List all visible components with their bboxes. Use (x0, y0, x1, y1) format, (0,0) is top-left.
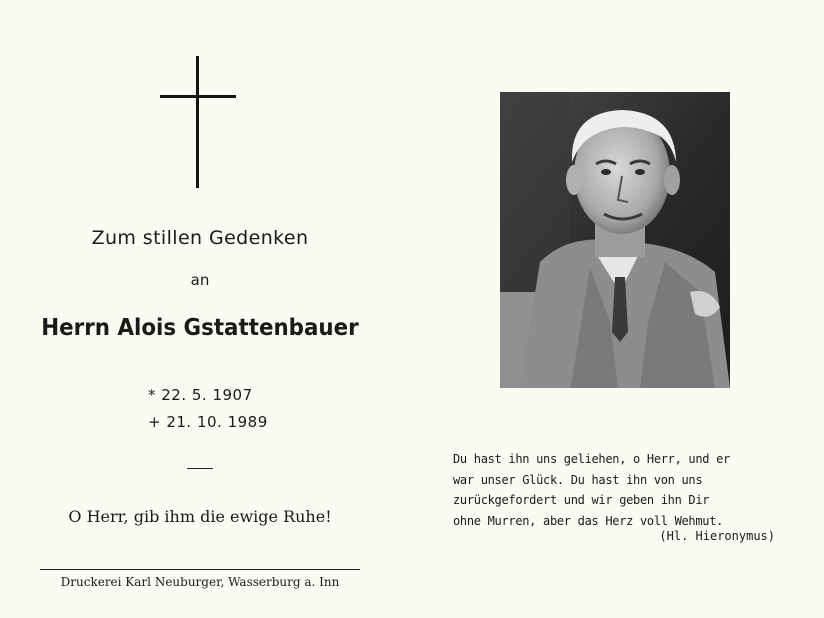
divider-dash (187, 468, 213, 469)
quote-block (453, 449, 775, 531)
cross-vertical-bar (196, 56, 199, 188)
prayer-text: O Herr, gib ihm die ewige Ruhe! (68, 507, 332, 526)
quote-line: ohne Murren, aber das Herz voll Wehmut. (453, 513, 724, 528)
quote-attribution: (Hl. Hieronymus) (659, 529, 775, 543)
printer-credit: Druckerei Karl Neuburger, Wasserburg a. Inn (60, 575, 340, 589)
portrait-photo (500, 92, 730, 388)
birth-date: * 22. 5. 1907 (148, 386, 253, 404)
quote-line: zurückgefordert und wir geben ihn Dir (453, 493, 710, 507)
quote-line: war unser Glück. Du hast ihn von uns (453, 472, 703, 487)
portrait-illustration (500, 92, 730, 388)
printer-divider (40, 569, 360, 570)
death-date: + 21. 10. 1989 (148, 413, 268, 431)
memorial-heading: Zum stillen Gedenken (91, 227, 309, 249)
cross-icon (160, 56, 236, 188)
preposition-text: an (190, 271, 210, 289)
cross-horizontal-bar (160, 95, 236, 98)
deceased-name: Herrn Alois Gstattenbauer (41, 315, 359, 341)
quote-line: Du hast ihn uns geliehen, o Herr, und er (453, 452, 730, 466)
